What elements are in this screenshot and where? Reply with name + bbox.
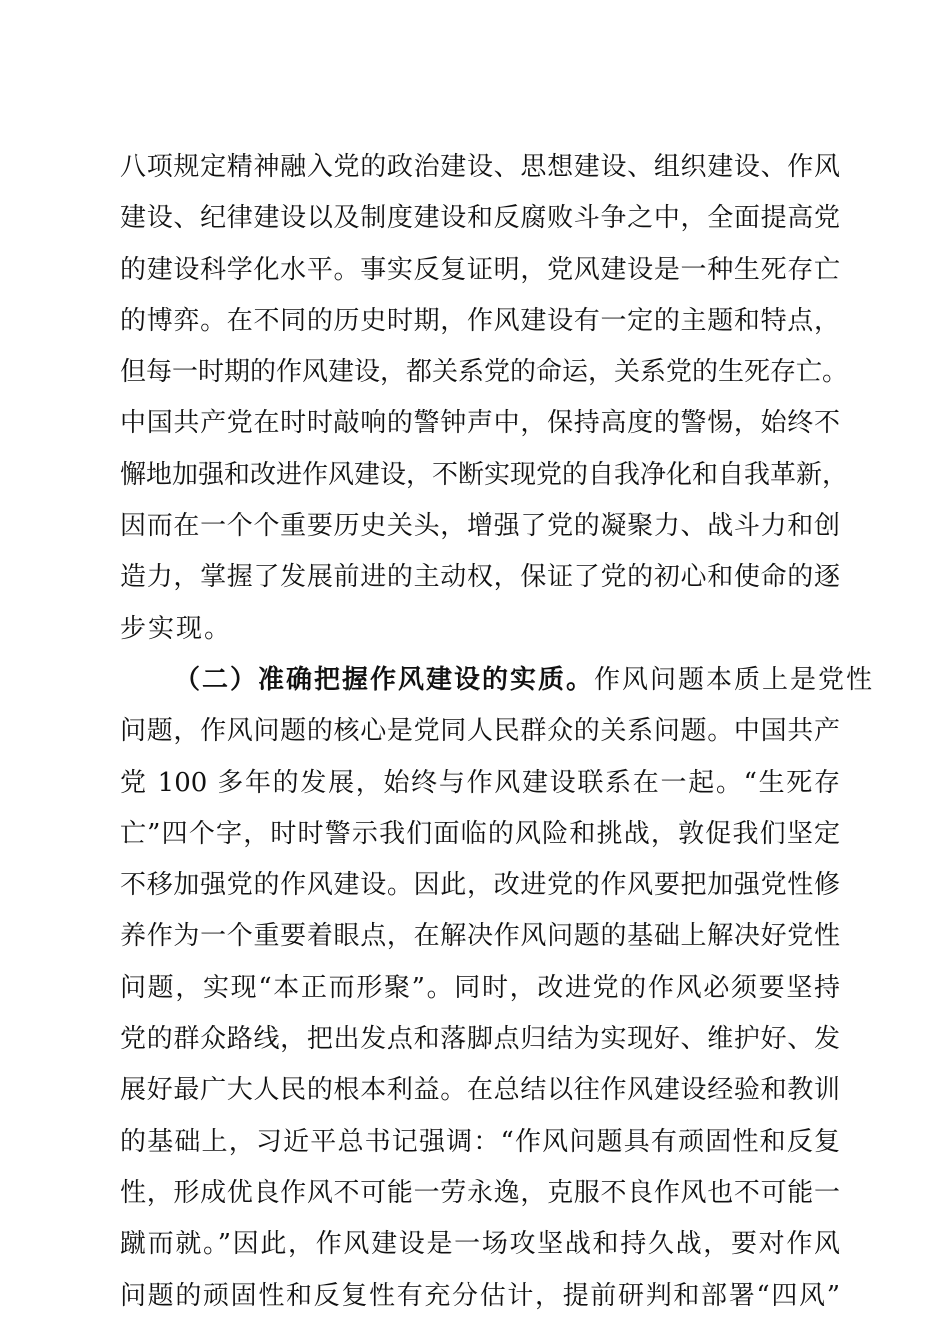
section-heading: （二）准确把握作风建设的实质。 bbox=[174, 664, 595, 695]
heading-following-text: 作风问题本质上是党性 bbox=[594, 664, 875, 695]
text-line: 不移加强党的作风建设。因此，改进党的作风要把加强党性修 bbox=[120, 870, 840, 901]
paragraph-1 bbox=[120, 142, 849, 655]
text-line: 建设、纪律建设以及制度建设和反腐败斗争之中，全面提高党 bbox=[120, 203, 840, 234]
text-line: 的基础上，习近平总书记强调：“作风问题具有顽固性和反复 bbox=[120, 1126, 840, 1157]
text-line: 亡”四个字，时时警示我们面临的风险和挑战，敦促我们坚定 bbox=[120, 818, 840, 849]
text-line: 党 100 多年的发展，始终与作风建设联系在一起。“生死存 bbox=[120, 767, 840, 798]
text-line: 养作为一个重要着眼点，在解决作风问题的基础上解决好党性 bbox=[120, 921, 840, 952]
document-body bbox=[120, 142, 875, 1322]
paragraph-2-first-line bbox=[120, 655, 875, 706]
text-line: 懈地加强和改进作风建设，不断实现党的自我净化和自我革新， bbox=[120, 459, 849, 490]
text-line: 造力，掌握了发展前进的主动权，保证了党的初心和使命的逐 bbox=[120, 562, 840, 593]
text-line: 但每一时期的作风建设，都关系党的命运，关系党的生死存亡。 bbox=[120, 357, 849, 388]
text-line: 性，形成优良作风不可能一劳永逸，克服不良作风也不可能一 bbox=[120, 1177, 840, 1208]
text-line: 的博弈。在不同的历史时期，作风建设有一定的主题和特点， bbox=[120, 305, 840, 336]
text-line: 的建设科学化水平。事实反复证明，党风建设是一种生死存亡 bbox=[120, 254, 840, 285]
text-line: 问题，作风问题的核心是党同人民群众的关系问题。中国共产 bbox=[120, 716, 840, 747]
text-line: 展好最广大人民的根本利益。在总结以往作风建设经验和教训 bbox=[120, 1075, 840, 1106]
text-line: 八项规定精神融入党的政治建设、思想建设、组织建设、作风 bbox=[120, 152, 840, 182]
text-line: 中国共产党在时时敲响的警钟声中，保持高度的警惕，始终不 bbox=[120, 408, 840, 439]
text-line: 问题的顽固性和反复性有充分估计，提前研判和部署“四风” bbox=[120, 1280, 840, 1311]
text-line: 蹴而就。”因此，作风建设是一场攻坚战和持久战，要对作风 bbox=[120, 1229, 840, 1260]
text-line: 步实现。 bbox=[120, 613, 233, 644]
text-line: 问题，实现“本正而形聚”。同时，改进党的作风必须要坚持 bbox=[120, 972, 840, 1003]
text-line: 因而在一个个重要历史关头，增强了党的凝聚力、战斗力和创 bbox=[120, 511, 840, 542]
paragraph-2 bbox=[120, 655, 875, 1322]
text-line: 党的群众路线，把出发点和落脚点归结为实现好、维护好、发 bbox=[120, 1024, 840, 1055]
